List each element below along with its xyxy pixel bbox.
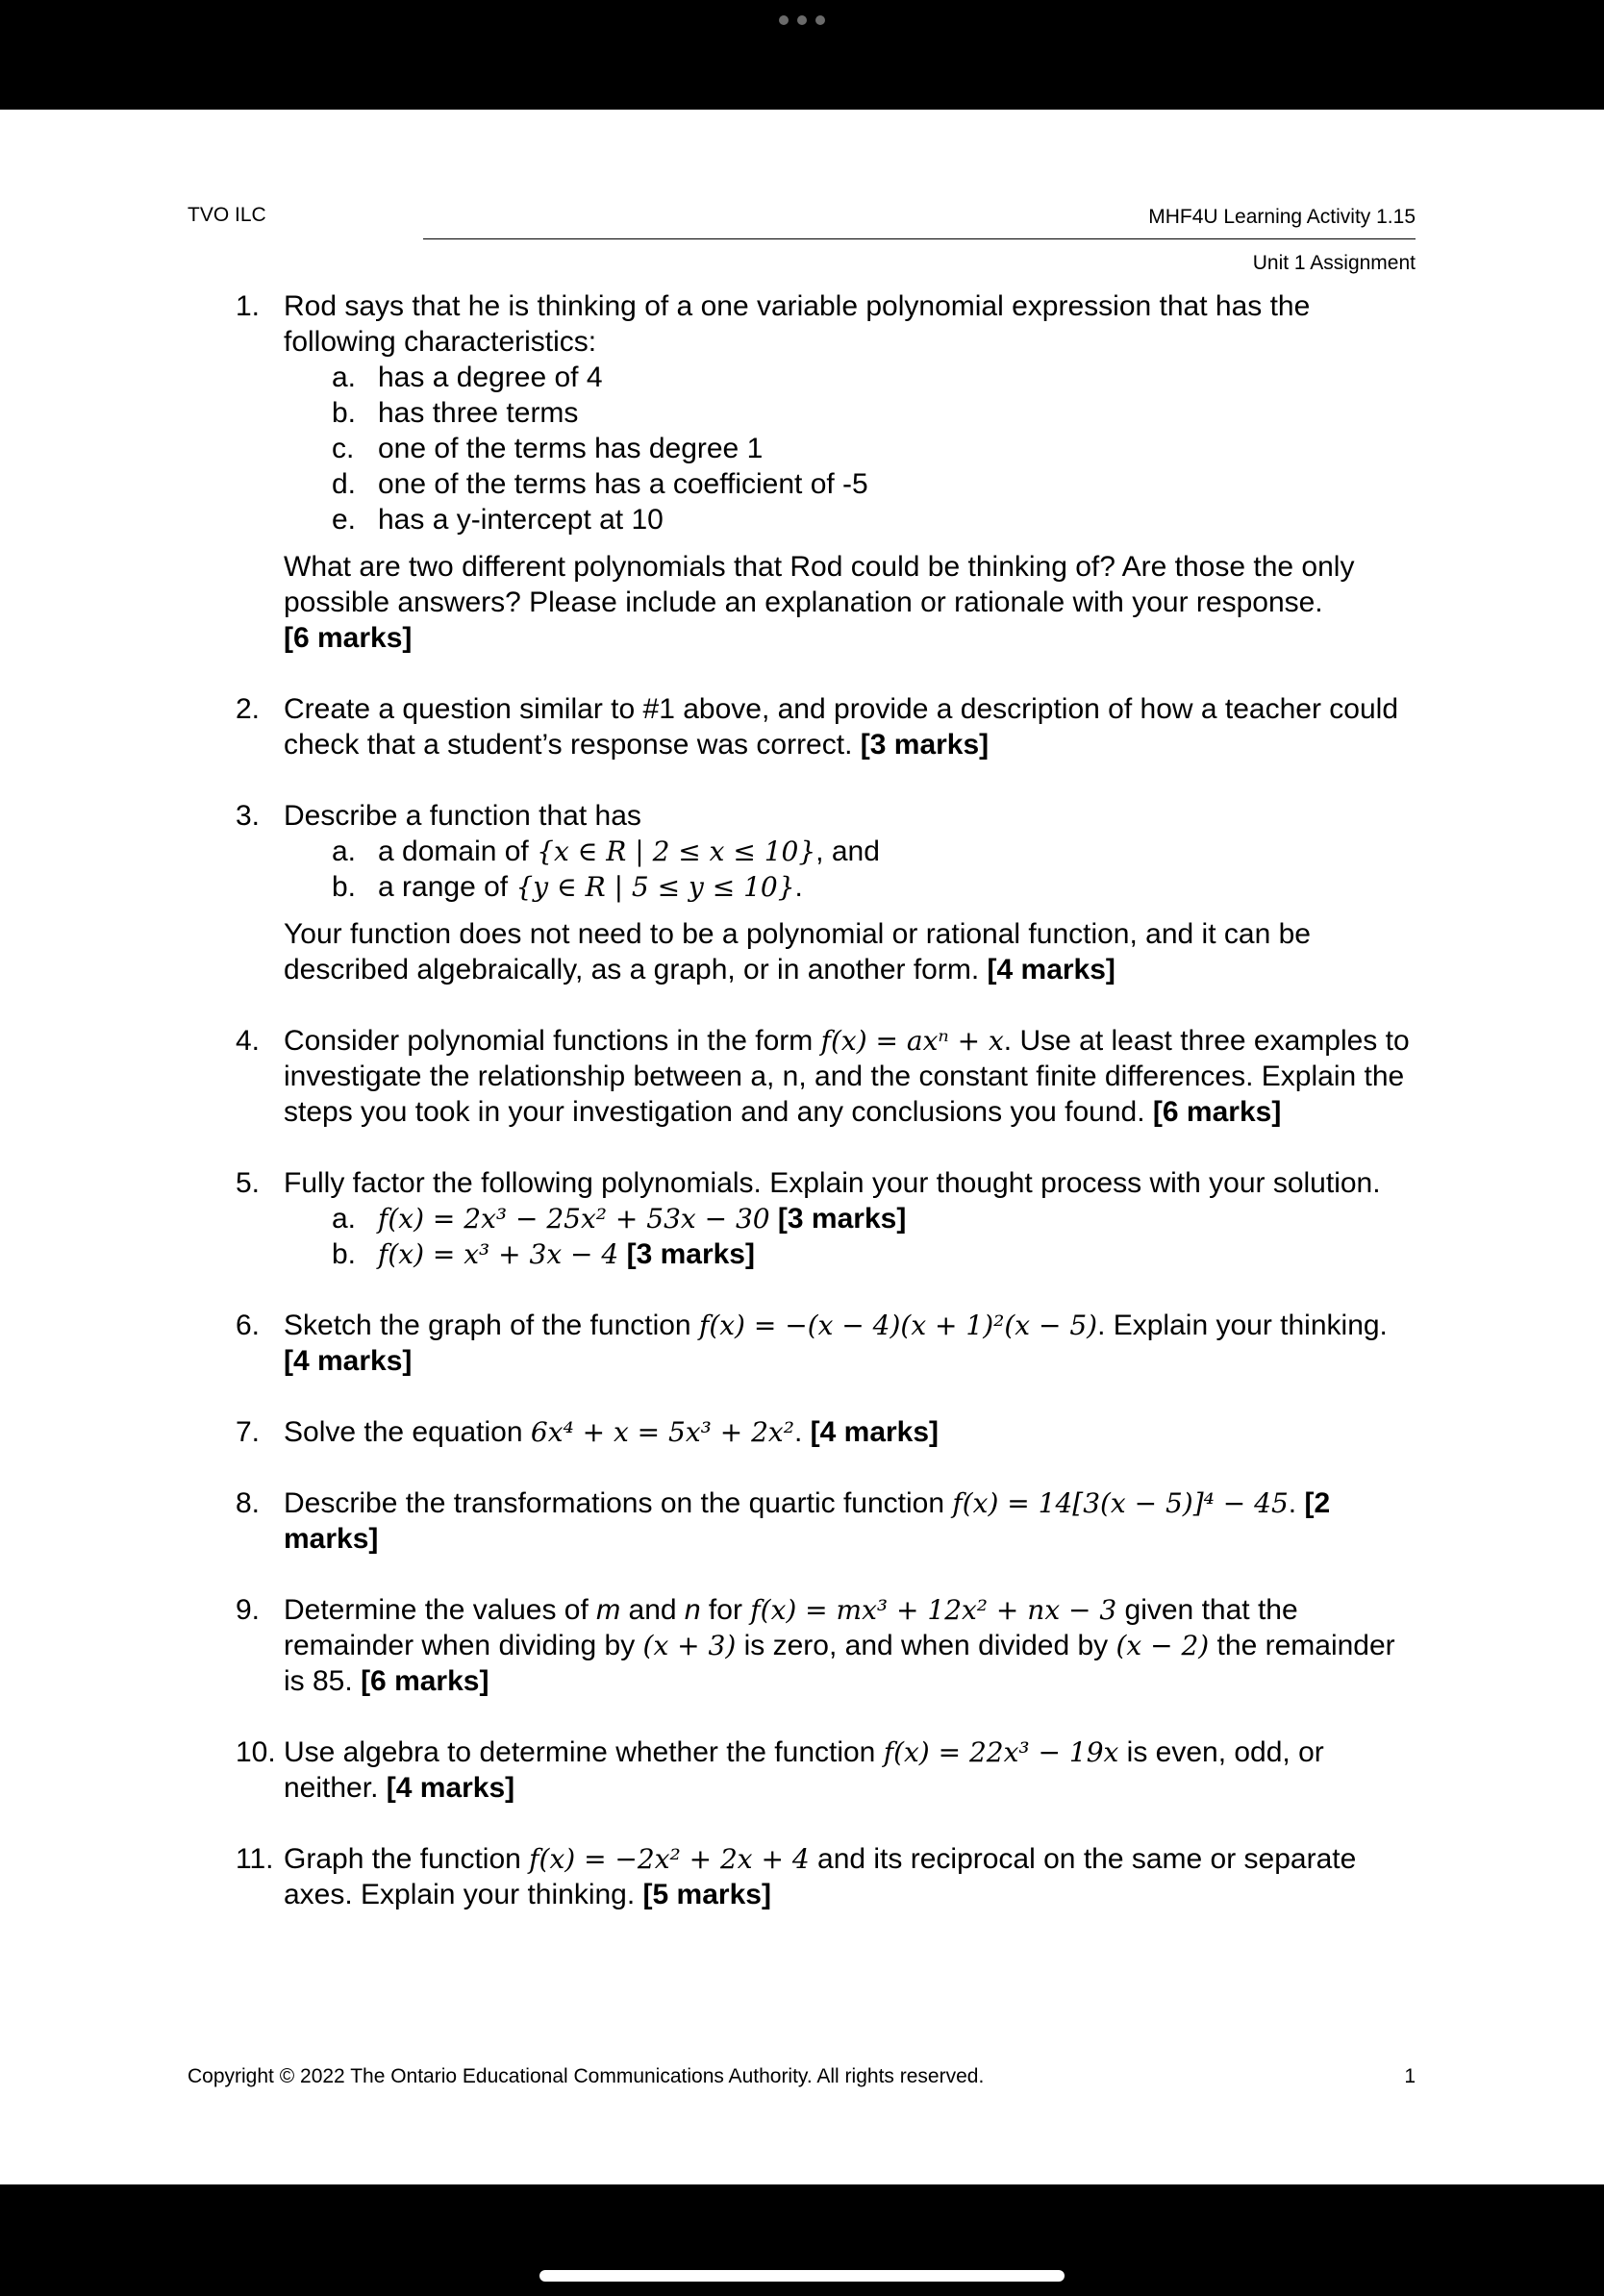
header-rule bbox=[423, 238, 1416, 239]
header-left: TVO ILC bbox=[188, 204, 266, 226]
question-number: 8. bbox=[236, 1487, 261, 1519]
math-expression: f(x) = 14[3(x − 5)]⁴ − 45 bbox=[952, 1487, 1289, 1519]
document-page bbox=[0, 110, 1604, 2184]
home-indicator[interactable] bbox=[539, 2270, 1065, 2282]
math-expression: f(x) = −(x − 4)(x + 1)²(x − 5) bbox=[698, 1310, 1098, 1341]
header-unit: Unit 1 Assignment bbox=[1252, 252, 1416, 274]
marks: [4 marks] bbox=[987, 954, 1115, 986]
question-10: 10. Use algebra to determine whether the function f(x) = 22x³ − 19x is even, odd, or neither. [4 marks] bbox=[236, 1736, 1324, 1804]
question-text: Create a question similar to #1 above, and provide a description of how a teacher could check that a student’s response was correct. bbox=[284, 693, 1399, 761]
list-item: a. has a degree of 4 bbox=[332, 362, 603, 393]
question-intro: Fully factor the following polynomials. Explain your thought process with your solution. bbox=[284, 1167, 1381, 1199]
question-1 bbox=[236, 288, 1418, 656]
question-number: 1. bbox=[236, 290, 261, 322]
marks: [6 marks] bbox=[361, 1665, 489, 1697]
question-number: 3. bbox=[236, 800, 261, 832]
question-9: 9. Determine the values of m and n for f(x) = mx³ + 12x² + nx − 3 given that the remainder when dividing by (x + 3) is zero, and when divided by (x − 2) the remainder is 85. [6 marks] bbox=[236, 1594, 1395, 1697]
question-3 bbox=[236, 798, 1418, 987]
question-number: 11. bbox=[236, 1843, 274, 1875]
marks: [5 marks] bbox=[642, 1879, 771, 1910]
requirements-list bbox=[284, 834, 1418, 905]
math-expression: f(x) = −2x² + 2x + 4 bbox=[529, 1843, 810, 1875]
question-number: 10. bbox=[236, 1736, 276, 1768]
polynomial-list bbox=[284, 1201, 1418, 1272]
question-8: 8. Describe the transformations on the quartic function f(x) = 14[3(x − 5)]⁴ − 45. [2 marks] bbox=[236, 1487, 1331, 1555]
question-follow-up: What are two different polynomials that Rod could be thinking of? Are those the only possible answers? Please include an explanation or rationale with your response. [6 marks] bbox=[284, 551, 1355, 654]
marks: [6 marks] bbox=[284, 622, 413, 654]
marks: [3 marks] bbox=[860, 729, 990, 761]
math-expression: f(x) = 22x³ − 19x bbox=[883, 1736, 1119, 1768]
question-number: 2. bbox=[236, 693, 261, 725]
question-intro: Rod says that he is thinking of a one variable polynomial expression that has the following characteristics: bbox=[284, 290, 1311, 358]
question-6: 6. Sketch the graph of the function f(x) = −(x − 4)(x + 1)²(x − 5). Explain your thinking. [4 marks] bbox=[236, 1310, 1388, 1377]
math-expression: 6x⁴ + x = 5x³ + 2x² bbox=[530, 1416, 794, 1448]
characteristics-list bbox=[284, 360, 1418, 537]
marks: [2 marks] bbox=[284, 1487, 1331, 1555]
list-item: b. f(x) = x³ + 3x − 4 [3 marks] bbox=[332, 1238, 755, 1270]
question-5 bbox=[236, 1165, 1418, 1272]
list-item: b. has three terms bbox=[332, 397, 579, 429]
question-number: 5. bbox=[236, 1167, 261, 1199]
marks: [4 marks] bbox=[284, 1345, 413, 1377]
question-2 bbox=[236, 691, 1418, 762]
question-number: 7. bbox=[236, 1416, 261, 1448]
top-status-bar bbox=[0, 0, 1604, 110]
list-item: a. a domain of {x ∈ R | 2 ≤ x ≤ 10}, and bbox=[332, 836, 880, 867]
question-4: 4. Consider polynomial functions in the form f(x) = axⁿ + x. Use at least three examples to investigate the relationship between a, n, and the constant finite differences. Explain the steps you took in your investigation and any conclusions you found. [6 marks] bbox=[236, 1025, 1410, 1128]
marks: [4 marks] bbox=[386, 1772, 515, 1804]
question-number: 6. bbox=[236, 1310, 261, 1341]
header-course: MHF4U Learning Activity 1.15 bbox=[1148, 206, 1416, 228]
list-item: a. f(x) = 2x³ − 25x² + 53x − 30 [3 marks] bbox=[332, 1203, 907, 1235]
question-intro: Describe a function that has bbox=[284, 800, 641, 832]
math-expression: f(x) = axⁿ + x bbox=[820, 1025, 1004, 1057]
math-expression: f(x) = mx³ + 12x² + nx − 3 bbox=[750, 1594, 1117, 1626]
copyright-footer: Copyright © 2022 The Ontario Educational Communications Authority. All rights reserved. bbox=[188, 2065, 985, 2087]
marks: [6 marks] bbox=[1152, 1096, 1282, 1128]
list-item: d. one of the terms has a coefficient of -5 bbox=[332, 468, 868, 500]
question-7: 7. Solve the equation 6x⁴ + x = 5x³ + 2x². [4 marks] bbox=[236, 1416, 940, 1448]
question-follow-up: Your function does not need to be a polynomial or rational function, and it can be described algebraically, as a graph, or in another form. [4 marks] bbox=[284, 918, 1311, 986]
list-item: e. has a y-intercept at 10 bbox=[332, 504, 664, 536]
assignment-body bbox=[236, 288, 1418, 1948]
question-11: 11. Graph the function f(x) = −2x² + 2x + 4 and its reciprocal on the same or separate axes. Explain your thinking. [5 marks] bbox=[236, 1843, 1357, 1910]
list-item: c. one of the terms has degree 1 bbox=[332, 433, 764, 464]
question-number: 9. bbox=[236, 1594, 261, 1626]
list-item: b. a range of {y ∈ R | 5 ≤ y ≤ 10}. bbox=[332, 871, 803, 903]
question-number: 4. bbox=[236, 1025, 261, 1057]
more-options-icon[interactable] bbox=[779, 13, 825, 27]
page-number: 1 bbox=[1404, 2065, 1416, 2087]
marks: [4 marks] bbox=[810, 1416, 940, 1448]
